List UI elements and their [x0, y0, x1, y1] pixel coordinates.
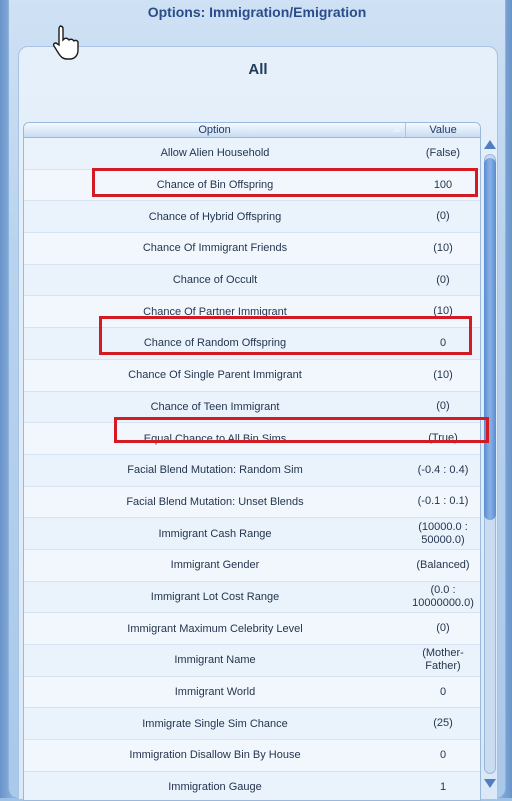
table-row[interactable] [24, 328, 480, 360]
option-value-cell[interactable]: (True) [428, 432, 458, 445]
option-value-cell[interactable]: (False) [425, 146, 461, 159]
scrollbar-thumb[interactable] [484, 158, 496, 520]
option-name-cell: Immigration Gauge [168, 781, 262, 794]
option-value-cell[interactable]: (0) [436, 273, 450, 286]
option-name-cell: Immigrant Maximum Celebrity Level [127, 622, 303, 635]
option-value-cell[interactable]: 1 [439, 780, 447, 793]
table-row[interactable] [24, 582, 480, 614]
option-value-cell[interactable]: (10000.0 : 50000.0) [418, 520, 468, 546]
option-name-cell: Chance of Occult [172, 274, 258, 287]
option-value-cell[interactable]: (0) [436, 210, 450, 223]
option-value-cell[interactable]: 0 [439, 748, 447, 761]
option-name-cell: Chance Of Single Parent Immigrant [128, 369, 302, 382]
option-name-cell: Immigrant Lot Cost Range [150, 590, 280, 603]
option-name-cell: Facial Blend Mutation: Random Sim [127, 464, 303, 477]
option-name-cell: Equal Chance to All Bin Sims [143, 432, 287, 445]
sort-ascending-icon[interactable] [393, 126, 401, 132]
option-value-cell[interactable]: (Balanced) [416, 558, 470, 571]
option-value-cell[interactable]: (Mother-Father) [422, 647, 464, 673]
table-row[interactable] [24, 265, 480, 297]
option-name-cell: Facial Blend Mutation: Unset Blends [126, 495, 304, 508]
table-row[interactable] [24, 296, 480, 328]
options-table [23, 122, 481, 801]
option-name-cell: Immigrant World [174, 686, 256, 699]
option-name-cell: Immigrant Gender [170, 559, 260, 572]
option-value-cell[interactable]: (25) [433, 717, 453, 730]
option-value-cell[interactable]: 0 [439, 336, 447, 349]
table-row[interactable] [24, 233, 480, 265]
option-name-cell: Chance of Random Offspring [143, 337, 287, 350]
column-header-value-label: Value [429, 124, 457, 136]
option-value-cell[interactable]: (10) [433, 368, 453, 381]
table-row[interactable] [24, 677, 480, 709]
table-row[interactable] [24, 455, 480, 487]
scroll-up-arrow-icon[interactable] [484, 140, 496, 149]
table-row[interactable] [24, 201, 480, 233]
scroll-down-arrow-icon[interactable] [484, 779, 496, 788]
column-header-option-label: Option [198, 124, 231, 136]
option-name-cell: Immigration Disallow Bin By House [129, 749, 301, 762]
scrollbar[interactable] [483, 122, 497, 799]
table-row[interactable] [24, 138, 480, 170]
options-window [8, 0, 506, 798]
option-value-cell[interactable]: (-0.4 : 0.4) [417, 463, 469, 476]
option-value-cell[interactable]: 100 [433, 178, 453, 191]
table-header [24, 123, 480, 138]
option-value-cell[interactable]: (-0.1 : 0.1) [417, 495, 469, 508]
option-value-cell[interactable]: 0 [439, 685, 447, 698]
table-row[interactable] [24, 772, 480, 801]
option-value-cell[interactable]: (0) [436, 400, 450, 413]
option-name-cell: Immigrate Single Sim Chance [142, 717, 288, 730]
option-name-cell: Chance of Bin Offspring [156, 179, 274, 192]
hand-pointer-icon [51, 24, 79, 60]
table-row[interactable] [24, 518, 480, 550]
column-header-option[interactable] [24, 123, 406, 137]
table-row[interactable] [24, 550, 480, 582]
table-row[interactable] [24, 170, 480, 202]
option-name-cell: Chance Of Partner Immigrant [143, 305, 287, 318]
table-row[interactable] [24, 392, 480, 424]
options-panel [18, 46, 498, 800]
table-row[interactable] [24, 487, 480, 519]
column-header-value[interactable] [406, 123, 480, 137]
option-value-cell[interactable]: (0.0 : 10000000.0) [412, 583, 474, 609]
option-value-cell[interactable]: (10) [433, 305, 453, 318]
panel-title: All [248, 61, 268, 78]
option-value-cell[interactable]: (10) [433, 241, 453, 254]
table-row[interactable] [24, 645, 480, 677]
option-name-cell: Immigrant Cash Range [158, 527, 272, 540]
option-name-cell: Chance Of Immigrant Friends [142, 242, 288, 255]
option-name-cell: Chance of Teen Immigrant [150, 400, 280, 413]
table-row[interactable] [24, 708, 480, 740]
table-row[interactable] [24, 360, 480, 392]
option-value-cell[interactable]: (0) [436, 622, 450, 635]
table-row[interactable] [24, 423, 480, 455]
option-name-cell: Chance of Hybrid Offspring [148, 210, 282, 223]
window-title: Options: Immigration/Emigration [147, 4, 367, 20]
table-row[interactable] [24, 740, 480, 772]
option-name-cell: Immigrant Name [174, 654, 256, 667]
table-row[interactable] [24, 613, 480, 645]
table-body [24, 138, 480, 801]
option-name-cell: Allow Alien Household [160, 147, 270, 160]
